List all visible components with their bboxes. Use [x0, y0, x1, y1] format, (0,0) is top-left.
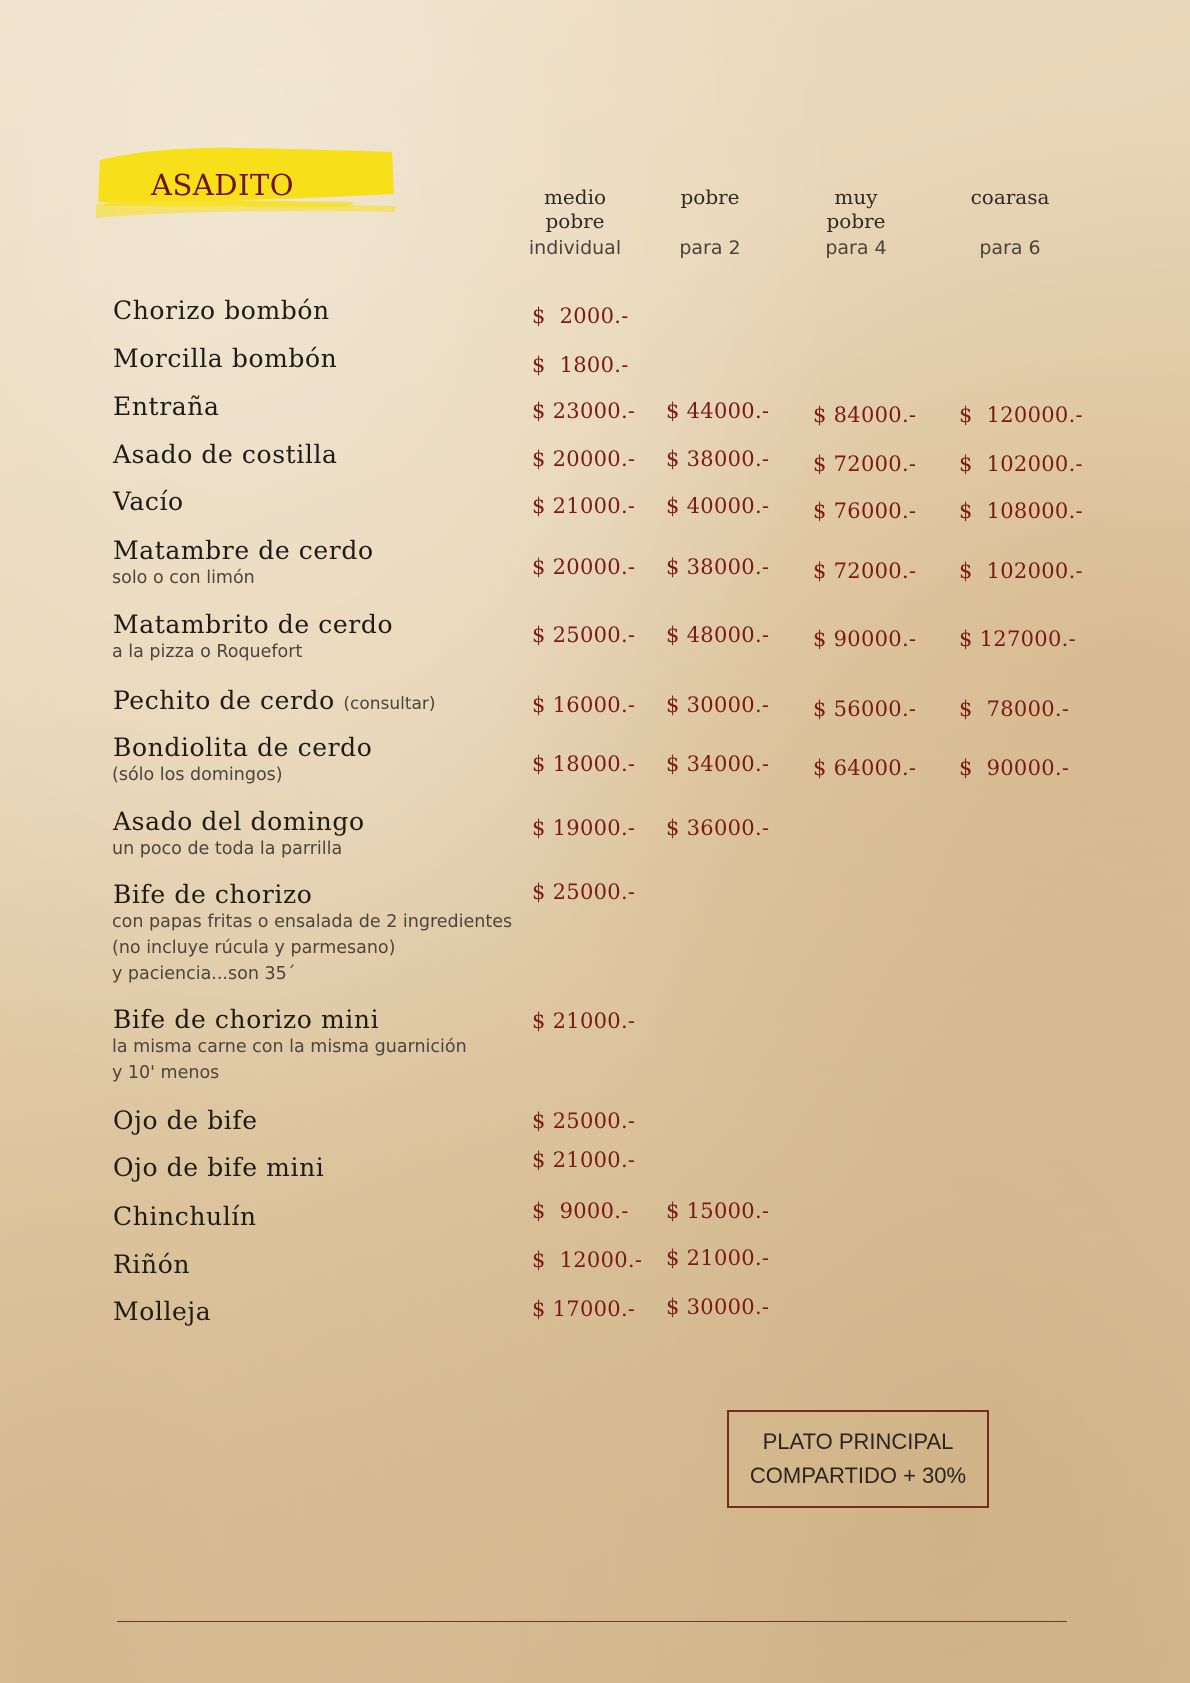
column-header-pobre: [660, 185, 760, 259]
item-name: [113, 686, 436, 715]
item-price: $ 36000.-: [666, 816, 770, 840]
notice-line: COMPARTIDO + 30%: [749, 1463, 967, 1488]
item-price: $ 25000.-: [532, 1109, 636, 1133]
item-description: la misma carne con la misma guarnición: [112, 1037, 467, 1057]
notice-line: PLATO PRINCIPAL: [762, 1429, 954, 1454]
item-name: Vacío: [113, 487, 184, 516]
item-description: (no incluye rúcula y parmesano): [112, 938, 396, 958]
item-price: $ 15000.-: [666, 1199, 770, 1223]
item-price: $ 1800.-: [532, 353, 629, 377]
item-description: y paciencia...son 35´: [112, 964, 296, 984]
column-header-medio-pobre: [525, 185, 625, 259]
item-description: (sólo los domingos): [112, 765, 283, 785]
item-price: $ 17000.-: [532, 1297, 636, 1321]
column-sublabel: para 6: [979, 237, 1041, 259]
item-price: $ 21000.-: [532, 1009, 636, 1033]
item-price: $ 40000.-: [666, 494, 770, 518]
column-label: [960, 209, 1060, 233]
item-price: $ 38000.-: [666, 447, 770, 471]
item-price: $ 90000.-: [813, 627, 917, 651]
column-label: [660, 209, 760, 233]
item-price: $ 64000.-: [813, 756, 917, 780]
item-price: $ 23000.-: [532, 399, 636, 423]
item-name-text: Pechito de cerdo: [113, 686, 335, 715]
item-price: $ 38000.-: [666, 555, 770, 579]
item-price: $ 48000.-: [666, 623, 770, 647]
item-name: Chorizo bombón: [113, 296, 330, 325]
item-description: y 10' menos: [112, 1063, 220, 1083]
item-name: Matambre de cerdo: [113, 536, 374, 565]
item-price: $ 108000.-: [959, 499, 1083, 523]
column-sublabel: individual: [528, 237, 622, 259]
bottom-divider: [117, 1621, 1067, 1622]
item-name: Asado del domingo: [113, 807, 365, 836]
item-price: $ 21000.-: [666, 1246, 770, 1270]
item-price: $ 44000.-: [666, 399, 770, 423]
item-price: $ 21000.-: [532, 494, 636, 518]
column-header-coarasa: [960, 185, 1060, 259]
column-sublabel: para 4: [825, 237, 887, 259]
item-note: (consultar): [343, 694, 436, 714]
item-name: Bondiolita de cerdo: [113, 733, 373, 762]
item-price: $ 16000.-: [532, 693, 636, 717]
item-name: Entraña: [113, 392, 220, 421]
item-name: Riñón: [113, 1250, 191, 1279]
column-label: coarasa: [970, 185, 1050, 209]
item-price: $ 18000.-: [532, 752, 636, 776]
column-label: muy: [834, 185, 878, 209]
item-price: $ 72000.-: [813, 452, 917, 476]
section-title: ASADITO: [151, 168, 295, 202]
item-price: $ 127000.-: [959, 627, 1076, 651]
item-price: $ 90000.-: [959, 756, 1070, 780]
item-price: $ 56000.-: [813, 697, 917, 721]
column-sublabel: para 2: [679, 237, 741, 259]
item-description: a la pizza o Roquefort: [112, 642, 303, 662]
item-price: $ 21000.-: [532, 1148, 636, 1172]
column-label: pobre: [545, 209, 605, 233]
item-price: $ 30000.-: [666, 693, 770, 717]
column-label: pobre: [826, 209, 886, 233]
item-name: Ojo de bife mini: [113, 1153, 325, 1182]
item-price: $ 120000.-: [959, 403, 1083, 427]
item-price: $ 12000.-: [532, 1248, 643, 1272]
item-price: $ 2000.-: [532, 304, 629, 328]
item-name: Matambrito de cerdo: [113, 610, 394, 639]
item-price: $ 34000.-: [666, 752, 770, 776]
item-price: $ 78000.-: [959, 697, 1070, 721]
item-name: Chinchulín: [113, 1202, 257, 1231]
item-price: $ 102000.-: [959, 559, 1083, 583]
item-name: Bife de chorizo mini: [113, 1005, 380, 1034]
column-label: medio: [543, 185, 607, 209]
item-name: Bife de chorizo: [113, 880, 313, 909]
item-price: $ 72000.-: [813, 559, 917, 583]
item-description: un poco de toda la parrilla: [112, 839, 343, 859]
item-name: Molleja: [113, 1297, 212, 1326]
item-name: Ojo de bife: [113, 1106, 258, 1135]
item-price: $ 76000.-: [813, 499, 917, 523]
item-price: $ 20000.-: [532, 447, 636, 471]
item-description: solo o con limón: [112, 568, 255, 588]
item-price: $ 30000.-: [666, 1295, 770, 1319]
item-price: $ 25000.-: [532, 880, 636, 904]
item-price: $ 84000.-: [813, 403, 917, 427]
item-name: Morcilla bombón: [113, 344, 338, 373]
item-description: con papas fritas o ensalada de 2 ingredientes: [112, 912, 513, 932]
column-label: pobre: [680, 185, 740, 209]
item-price: $ 25000.-: [532, 623, 636, 647]
shared-dish-notice: [727, 1410, 989, 1508]
item-name: Asado de costilla: [113, 440, 338, 469]
item-price: $ 9000.-: [532, 1199, 629, 1223]
item-price: $ 19000.-: [532, 816, 636, 840]
item-price: $ 102000.-: [959, 452, 1083, 476]
item-price: $ 20000.-: [532, 555, 636, 579]
column-header-muy-pobre: [806, 185, 906, 259]
